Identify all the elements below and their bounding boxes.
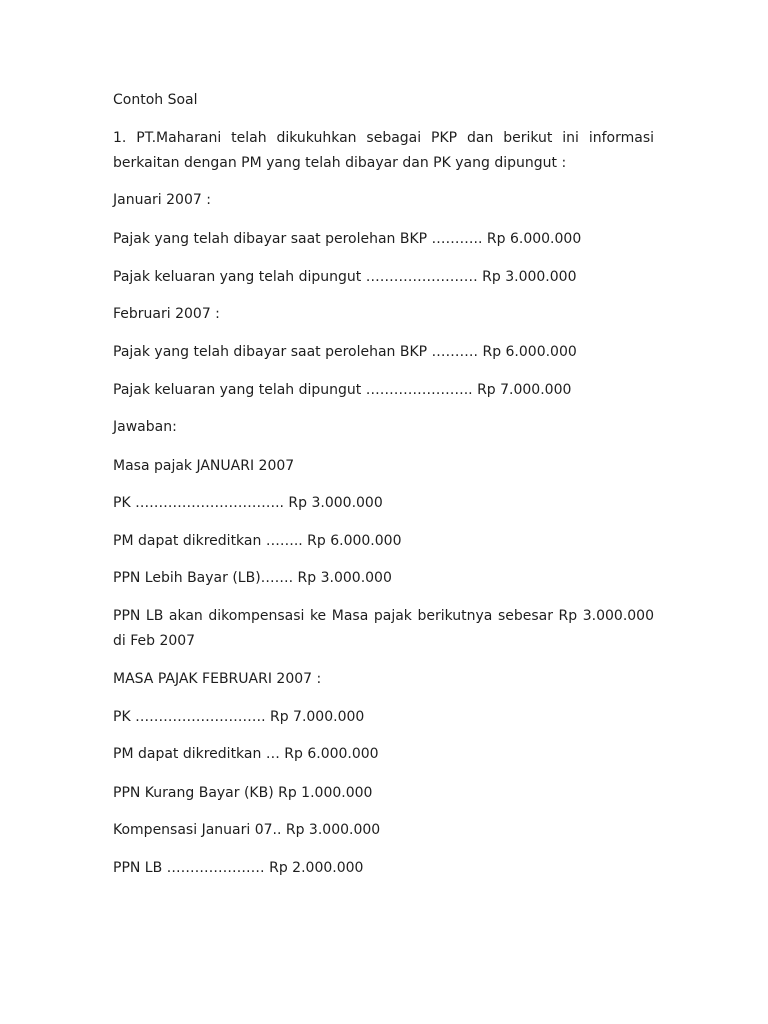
january-header: Januari 2007 : — [113, 192, 211, 208]
february-pk-line: PK ………………………. Rp 7.000.000 — [113, 709, 365, 725]
february-period-title: MASA PAJAK FEBRUARI 2007 : — [113, 671, 322, 687]
february-output-tax: Pajak keluaran yang telah dipungut ………………….. Rp 7.000.000 — [113, 382, 572, 398]
january-compensation-note: PPN LB akan dikompensasi ke Masa pajak berikutnya sebesar Rp 3.000.000 di Feb 2007 — [113, 608, 654, 649]
january-period-title: Masa pajak JANUARI 2007 — [113, 458, 295, 474]
january-ppn-lb-line: PPN Lebih Bayar (LB)……. Rp 3.000.000 — [113, 570, 392, 586]
january-output-tax: Pajak keluaran yang telah dipungut …………………… Rp 3.000.000 — [113, 269, 577, 285]
question-intro: 1. PT.Maharani telah dikukuhkan sebagai PKP dan berikut ini informasi berkaitan dengan PM yang telah dibayar dan PK yang dipungut : — [113, 130, 654, 171]
january-pk-line: PK ………………………….. Rp 3.000.000 — [113, 495, 383, 511]
february-compensation-line: Kompensasi Januari 07.. Rp 3.000.000 — [113, 822, 381, 838]
february-header: Februari 2007 : — [113, 306, 220, 322]
february-ppn-kb-line: PPN Kurang Bayar (KB) Rp 1.000.000 — [113, 785, 373, 801]
february-pm-line: PM dapat dikreditkan … Rp 6.000.000 — [113, 746, 379, 762]
heading: Contoh Soal — [113, 92, 198, 108]
february-ppn-lb-line: PPN LB ………………… Rp 2.000.000 — [113, 860, 364, 876]
answer-label: Jawaban: — [113, 419, 177, 435]
january-pm-line: PM dapat dikreditkan …….. Rp 6.000.000 — [113, 533, 402, 549]
february-input-tax: Pajak yang telah dibayar saat perolehan BKP ………. Rp 6.000.000 — [113, 344, 577, 360]
january-input-tax: Pajak yang telah dibayar saat perolehan BKP ……….. Rp 6.000.000 — [113, 231, 582, 247]
